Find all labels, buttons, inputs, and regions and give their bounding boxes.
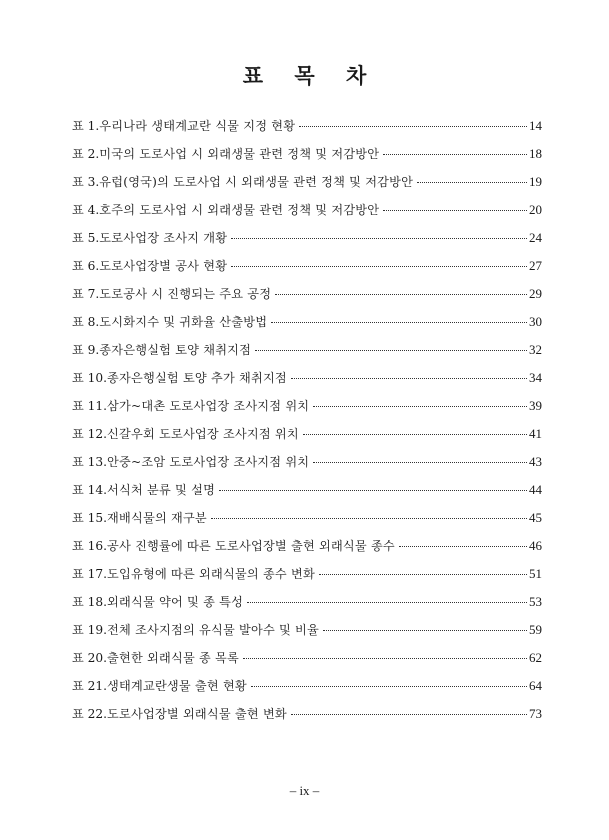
toc-entry-title: 삼가~대촌 도로사업장 조사지점 위치 [107, 399, 310, 413]
toc-entry-head [72, 173, 99, 190]
toc-entry[interactable] [72, 537, 542, 565]
toc-entry-page-number: 19 [529, 174, 542, 189]
toc-entry-title: 외래식물 약어 및 종 특성 [107, 595, 244, 609]
toc-entry-head [72, 537, 107, 554]
toc-entry-number: 19. [87, 623, 108, 637]
toc-entry-head [72, 369, 107, 386]
toc-entry-page-number: 30 [529, 314, 542, 329]
toc-entry-page-number: 34 [529, 370, 542, 385]
toc-entry-page-number: 41 [529, 426, 542, 441]
toc-entry-title: 도입유형에 따른 외래식물의 종수 변화 [107, 567, 315, 581]
toc-entry[interactable] [72, 313, 542, 341]
toc-entry-prefix: 표 [72, 567, 84, 581]
toc-entry-number: 18. [87, 595, 108, 609]
toc-entry-head [72, 229, 99, 246]
toc-entry-number: 16. [87, 539, 108, 553]
toc-entry-head [72, 453, 107, 470]
toc-entry[interactable] [72, 145, 542, 173]
toc-entry-prefix: 표 [72, 259, 84, 273]
toc-entry-head [72, 285, 99, 302]
toc-entry-number: 14. [87, 483, 108, 497]
toc-entry-page-number: 73 [529, 706, 542, 721]
toc-entry-number: 5. [87, 231, 100, 245]
toc-entry[interactable] [72, 201, 542, 229]
dot-leader [313, 462, 527, 463]
toc-entry-page-number: 46 [529, 538, 542, 553]
toc-entry-title: 생태계교란생물 출현 현황 [107, 679, 247, 693]
toc-entry-head [72, 677, 107, 694]
toc-entry-head [72, 509, 107, 526]
toc-entry[interactable] [72, 453, 542, 481]
dot-leader [313, 406, 527, 407]
toc-entry-number: 4. [87, 203, 100, 217]
toc-entry-prefix: 표 [72, 483, 84, 497]
toc-entry-number: 1. [87, 119, 100, 133]
toc-entry-number: 2. [87, 147, 100, 161]
toc-entry-prefix: 표 [72, 147, 84, 161]
toc-entry-number: 22. [87, 707, 108, 721]
toc-entry-prefix: 표 [72, 595, 84, 609]
toc-entry-title: 도로사업장별 공사 현황 [99, 259, 228, 273]
dot-leader [251, 686, 527, 687]
toc-entry[interactable] [72, 565, 542, 593]
toc-entry-title: 신갈우회 도로사업장 조사지점 위치 [107, 427, 299, 441]
toc-entry-prefix: 표 [72, 707, 84, 721]
toc-entry-head [72, 397, 107, 414]
toc-entry-page-number: 20 [529, 202, 542, 217]
toc-entry-page-number: 62 [529, 650, 542, 665]
toc-entry-head [72, 481, 107, 498]
toc-entry-title: 안중~조암 도로사업장 조사지점 위치 [107, 455, 310, 469]
toc-entry-prefix: 표 [72, 511, 84, 525]
toc-entry-number: 9. [87, 343, 100, 357]
dot-leader [231, 238, 527, 239]
toc-entry-prefix: 표 [72, 623, 84, 637]
dot-leader [399, 546, 527, 547]
toc-entry[interactable] [72, 285, 542, 313]
toc-entry[interactable] [72, 341, 542, 369]
toc-entry-page-number: 43 [529, 454, 542, 469]
toc-entry[interactable] [72, 621, 542, 649]
toc-entry-number: 20. [87, 651, 108, 665]
toc-entry-title: 출현한 외래식물 종 목록 [107, 651, 240, 665]
toc-entry-head [72, 145, 99, 162]
toc-entry-page-number: 18 [529, 146, 542, 161]
toc-entry[interactable] [72, 649, 542, 677]
toc-entry-number: 10. [87, 371, 108, 385]
dot-leader [299, 126, 527, 127]
toc-entry-head [72, 313, 99, 330]
toc-entry-title: 도로공사 시 진행되는 주요 공정 [99, 287, 272, 301]
toc-entry[interactable] [72, 257, 542, 285]
page-title: 표 목 차 [242, 63, 379, 88]
dot-leader [247, 602, 527, 603]
dot-leader [417, 182, 527, 183]
dot-leader [211, 518, 527, 519]
toc-entry-number: 21. [87, 679, 108, 693]
toc-entry-head [72, 117, 99, 134]
dot-leader [219, 490, 527, 491]
toc-entry-title: 호주의 도로사업 시 외래생물 관련 정책 및 저감방안 [99, 203, 380, 217]
toc-entry-number: 3. [87, 175, 100, 189]
toc-entry-number: 11. [87, 399, 108, 413]
toc-entry[interactable] [72, 425, 542, 453]
dot-leader [383, 210, 527, 211]
toc-entry-prefix: 표 [72, 539, 84, 553]
toc-entry-head [72, 425, 107, 442]
toc-entry-number: 6. [87, 259, 100, 273]
dot-leader [291, 378, 527, 379]
toc-entry-prefix: 표 [72, 231, 84, 245]
toc-entry-title: 전체 조사지점의 유식물 발아수 및 비율 [107, 623, 319, 637]
toc-entry-prefix: 표 [72, 287, 84, 301]
page-number: – ix – [289, 783, 320, 798]
toc-entry-page-number: 32 [529, 342, 542, 357]
toc-entry-page-number: 64 [529, 678, 542, 693]
toc-entry-title: 종자은행실험 토양 채취지점 [99, 343, 252, 357]
table-of-contents [72, 117, 542, 733]
toc-entry-title: 도로사업장별 외래식물 출현 변화 [107, 707, 287, 721]
dot-leader [255, 350, 527, 351]
dot-leader [319, 574, 527, 575]
toc-entry-page-number: 39 [529, 398, 542, 413]
toc-entry-title: 재배식물의 재구분 [107, 511, 207, 525]
toc-entry-prefix: 표 [72, 203, 84, 217]
toc-entry-number: 7. [87, 287, 100, 301]
toc-entry-head [72, 201, 99, 218]
toc-entry-prefix: 표 [72, 175, 84, 189]
toc-entry-head [72, 621, 107, 638]
toc-entry-number: 12. [87, 427, 108, 441]
toc-entry-title: 공사 진행률에 따른 도로사업장별 출현 외래식물 종수 [107, 539, 395, 553]
toc-entry-number: 13. [87, 455, 108, 469]
toc-entry-head [72, 341, 99, 358]
toc-entry-page-number: 24 [529, 230, 542, 245]
toc-entry[interactable] [72, 593, 542, 621]
toc-entry-title: 서식처 분류 및 설명 [107, 483, 216, 497]
toc-entry-page-number: 14 [529, 118, 542, 133]
toc-entry-prefix: 표 [72, 679, 84, 693]
toc-entry-prefix: 표 [72, 315, 84, 329]
toc-entry-number: 17. [87, 567, 108, 581]
toc-entry-prefix: 표 [72, 119, 84, 133]
toc-entry-number: 15. [87, 511, 108, 525]
dot-leader [323, 630, 527, 631]
dot-leader [243, 658, 527, 659]
dot-leader [271, 322, 527, 323]
toc-entry-title: 도시화지수 및 귀화율 산출방법 [99, 315, 268, 329]
toc-entry[interactable] [72, 397, 542, 425]
toc-entry-prefix: 표 [72, 399, 84, 413]
toc-entry[interactable] [72, 481, 542, 509]
toc-entry[interactable] [72, 173, 542, 201]
toc-entry-page-number: 27 [529, 258, 542, 273]
toc-entry-head [72, 649, 107, 666]
toc-entry[interactable] [72, 117, 542, 145]
toc-entry-page-number: 59 [529, 622, 542, 637]
dot-leader [291, 714, 527, 715]
toc-entry-number: 8. [87, 315, 100, 329]
toc-entry-page-number: 44 [529, 482, 542, 497]
dot-leader [231, 266, 527, 267]
toc-entry[interactable] [72, 705, 542, 733]
toc-entry-page-number: 45 [529, 510, 542, 525]
toc-entry-title: 도로사업장 조사지 개황 [99, 231, 228, 245]
toc-entry-prefix: 표 [72, 427, 84, 441]
dot-leader [303, 434, 527, 435]
toc-entry-page-number: 53 [529, 594, 542, 609]
toc-entry-page-number: 29 [529, 286, 542, 301]
toc-entry-title: 종자은행실험 토양 추가 채취지점 [107, 371, 287, 385]
toc-entry-head [72, 705, 107, 722]
toc-entry-head [72, 257, 99, 274]
toc-entry-head [72, 593, 107, 610]
toc-entry[interactable] [72, 677, 542, 705]
toc-entry-title: 유럽(영국)의 도로사업 시 외래생물 관련 정책 및 저감방안 [99, 175, 414, 189]
dot-leader [383, 154, 527, 155]
toc-entry-prefix: 표 [72, 343, 84, 357]
toc-entry-title: 미국의 도로사업 시 외래생물 관련 정책 및 저감방안 [99, 147, 380, 161]
toc-entry-prefix: 표 [72, 651, 84, 665]
toc-entry[interactable] [72, 369, 542, 397]
toc-entry-prefix: 표 [72, 455, 84, 469]
dot-leader [275, 294, 527, 295]
toc-entry[interactable] [72, 229, 542, 257]
toc-entry-prefix: 표 [72, 371, 84, 385]
toc-entry-head [72, 565, 107, 582]
toc-entry[interactable] [72, 509, 542, 537]
toc-entry-title: 우리나라 생태계교란 식물 지정 현황 [99, 119, 296, 133]
toc-entry-page-number: 51 [529, 566, 542, 581]
